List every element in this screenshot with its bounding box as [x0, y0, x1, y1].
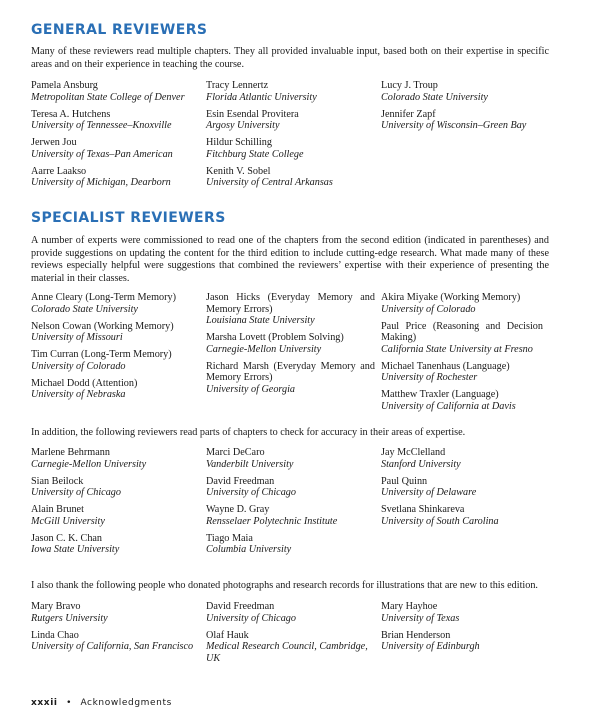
reviewer-entry [206, 533, 381, 556]
footer-bullet: • [66, 698, 72, 708]
reviewer-name: Alain Brunet [31, 504, 84, 516]
reviewer-entry [31, 292, 206, 315]
reviewer-name: Esin Esendal Provitera [206, 108, 299, 120]
general-reviewers-heading: GENERAL REVIEWERS [31, 22, 208, 38]
footer-section-title: Acknowledgments [80, 698, 172, 708]
specialist-reviewers-intro: A number of experts were commissioned to read one of the chapters from the second edition (indicated in parentheses) and provide suggestions on updating the content for the third edition to include cutting-edge research. What made many of these reviews especially helpful were suggestions that combined the reviewers’ expertise with their experience of presenting the material in their classes. [31, 235, 549, 284]
reviewer-name: Kenith V. Sobel [206, 165, 271, 177]
reviewer-column [381, 80, 549, 194]
reviewer-affiliation: University of California at Davis [381, 400, 516, 412]
reviewer-name: Tim Curran (Long-Term Memory) [31, 349, 172, 361]
accuracy-reviewers-list [31, 447, 549, 561]
reviewer-name: Pamela Ansburg [31, 80, 98, 91]
reviewer-name: Brian Henderson [381, 629, 451, 641]
reviewer-entry [381, 601, 549, 624]
reviewer-entry [31, 504, 206, 527]
reviewer-name: Tiago Maia [206, 532, 253, 544]
reviewer-column [206, 601, 381, 670]
reviewer-entry [31, 630, 206, 653]
reviewer-entry [381, 321, 549, 356]
reviewer-affiliation: University of Missouri [31, 332, 123, 344]
reviewer-affiliation: Metropolitan State College of Denver [31, 91, 185, 103]
reviewer-name: Marci DeCaro [206, 447, 265, 458]
reviewer-column [31, 447, 206, 561]
reviewer-entry [206, 80, 381, 103]
reviewer-name: Michael Dodd (Attention) [31, 377, 138, 389]
reviewer-entry [381, 630, 549, 653]
reviewer-affiliation: Carnegie-Mellon University [206, 343, 322, 355]
reviewer-entry [206, 332, 381, 355]
reviewer-affiliation: University of Texas–Pan American [31, 148, 173, 160]
reviewer-affiliation: Florida Atlantic University [206, 91, 317, 103]
reviewer-affiliation: University of Wisconsin–Green Bay [381, 120, 527, 132]
reviewer-name: Jason Hicks (Everyday Memory and Memory Errors) [206, 292, 375, 315]
reviewer-name: Mary Bravo [31, 601, 81, 612]
reviewer-name: Jerwen Jou [31, 137, 77, 149]
reviewer-affiliation: McGill University [31, 515, 105, 527]
reviewer-entry [31, 533, 206, 556]
reviewer-affiliation: University of Chicago [206, 487, 296, 499]
reviewer-affiliation: University of Colorado [381, 303, 476, 315]
reviewer-name: Matthew Traxler (Language) [381, 389, 499, 401]
reviewer-entry [31, 378, 206, 401]
reviewer-column [206, 447, 381, 561]
reviewer-name: Jennifer Zapf [381, 108, 436, 120]
reviewer-name: Michael Tanenhaus (Language) [381, 360, 510, 372]
reviewer-name: Hildur Schilling [206, 137, 272, 149]
reviewer-affiliation: University of Texas [381, 612, 460, 624]
photo-contributors-intro: I also thank the following people who donated photographs and research records for illustrations that are new to this edition. [31, 580, 538, 591]
reviewer-name: Wayne D. Gray [206, 504, 270, 516]
page-number: xxxii [31, 698, 58, 708]
reviewer-affiliation: University of Chicago [206, 612, 296, 624]
reviewer-column [381, 292, 549, 418]
reviewer-name: Sian Beilock [31, 475, 84, 487]
reviewer-column [206, 80, 381, 194]
reviewer-entry [381, 504, 549, 527]
reviewer-name: David Freedman [206, 601, 275, 612]
reviewer-entry [381, 80, 549, 103]
reviewer-affiliation: Carnegie-Mellon University [31, 458, 147, 470]
specialist-reviewers-heading: SPECIALIST REVIEWERS [31, 210, 226, 226]
reviewer-entry [206, 476, 381, 499]
reviewer-affiliation: Medical Research Council, Cambridge, UK [206, 641, 368, 664]
reviewer-affiliation: University of Edinburgh [381, 641, 480, 653]
reviewer-entry [381, 476, 549, 499]
reviewer-affiliation: University of Chicago [31, 487, 121, 499]
page-footer [31, 698, 172, 708]
reviewer-name: Paul Quinn [381, 475, 428, 487]
reviewer-name: Nelson Cowan (Working Memory) [31, 320, 174, 332]
reviewer-entry [31, 166, 206, 189]
photo-contributors-list [31, 601, 549, 670]
reviewer-affiliation: California State University at Fresno [381, 343, 533, 355]
reviewer-affiliation: University of Michigan, Dearborn [31, 177, 171, 189]
reviewer-entry [381, 109, 549, 132]
reviewer-entry [31, 109, 206, 132]
accuracy-reviewers-intro: In addition, the following reviewers read parts of chapters to check for accuracy in their areas of expertise. [31, 427, 466, 438]
reviewer-entry [381, 447, 549, 470]
reviewer-affiliation: University of Tennessee–Knoxville [31, 120, 172, 132]
reviewer-affiliation: Fitchburg State College [206, 148, 304, 160]
reviewer-entry [31, 476, 206, 499]
reviewer-entry [381, 292, 549, 315]
reviewer-name: Olaf Hauk [206, 629, 249, 641]
reviewer-affiliation: University of Central Arkansas [206, 177, 333, 189]
general-reviewers-intro: Many of these reviewers read multiple chapters. They all provided invaluable input, based both on their expertise in specific areas and on their experience in teaching the course. [31, 46, 549, 70]
reviewer-column [381, 601, 549, 670]
reviewer-name: Tracy Lennertz [206, 80, 269, 91]
reviewer-affiliation: Rensselaer Polytechnic Institute [206, 515, 338, 527]
reviewer-name: David Freedman [206, 475, 275, 487]
reviewer-column [31, 292, 206, 418]
reviewer-name: Paul Price (Reasoning and Decision Making) [381, 320, 543, 344]
reviewer-entry [206, 137, 381, 160]
reviewer-affiliation: University of South Carolina [381, 515, 499, 527]
reviewer-name: Teresa A. Hutchens [31, 108, 111, 120]
reviewer-name: Lucy J. Troup [381, 80, 438, 91]
reviewer-name: Aarre Laakso [31, 165, 87, 177]
reviewer-name: Anne Cleary (Long-Term Memory) [31, 292, 176, 303]
reviewer-name: Akira Miyake (Working Memory) [381, 292, 521, 303]
specialist-reviewers-list [31, 292, 549, 418]
reviewer-entry [31, 447, 206, 470]
reviewer-affiliation: Louisiana State University [206, 315, 315, 327]
reviewer-name: Marlene Behrmann [31, 447, 110, 458]
reviewer-affiliation: Vanderbilt University [206, 458, 294, 470]
reviewer-entry [31, 137, 206, 160]
reviewer-entry [206, 504, 381, 527]
reviewer-entry [31, 80, 206, 103]
reviewer-column [31, 80, 206, 194]
reviewer-entry [31, 321, 206, 344]
reviewer-name: Marsha Lovett (Problem Solving) [206, 332, 344, 344]
general-reviewers-list [31, 80, 549, 194]
reviewer-entry [381, 389, 549, 412]
reviewer-column [31, 601, 206, 670]
reviewer-affiliation: University of Nebraska [31, 389, 126, 401]
reviewer-affiliation: University of Rochester [381, 372, 478, 384]
reviewer-entry [206, 447, 381, 470]
reviewer-affiliation: University of California, San Francisco [31, 641, 194, 653]
reviewer-entry [31, 349, 206, 372]
reviewer-affiliation: University of Delaware [381, 487, 477, 499]
reviewer-name: Jay McClelland [381, 447, 446, 458]
reviewer-affiliation: Iowa State University [31, 544, 120, 556]
reviewer-affiliation: Argosy University [206, 120, 280, 132]
reviewer-affiliation: University of Colorado [31, 360, 126, 372]
reviewer-entry [381, 361, 549, 384]
reviewer-entry [206, 361, 381, 396]
reviewer-entry [206, 630, 381, 665]
reviewer-affiliation: University of Georgia [206, 383, 296, 395]
reviewer-name: Mary Hayhoe [381, 601, 438, 612]
reviewer-name: Svetlana Shinkareva [381, 504, 465, 516]
reviewer-name: Linda Chao [31, 629, 79, 641]
reviewer-entry [206, 166, 381, 189]
reviewer-affiliation: Rutgers University [31, 612, 108, 624]
reviewer-entry [206, 601, 381, 624]
reviewer-affiliation: Stanford University [381, 458, 461, 470]
reviewer-name: Jason C. K. Chan [31, 532, 103, 544]
reviewer-column [206, 292, 381, 418]
reviewer-entry [206, 109, 381, 132]
reviewer-affiliation: Columbia University [206, 544, 292, 556]
reviewer-affiliation: Colorado State University [381, 91, 488, 103]
reviewer-name: Richard Marsh (Everyday Memory and Memory Errors) [206, 360, 375, 384]
reviewer-column [381, 447, 549, 561]
reviewer-entry [31, 601, 206, 624]
reviewer-affiliation: Colorado State University [31, 303, 138, 315]
reviewer-entry [206, 292, 381, 327]
